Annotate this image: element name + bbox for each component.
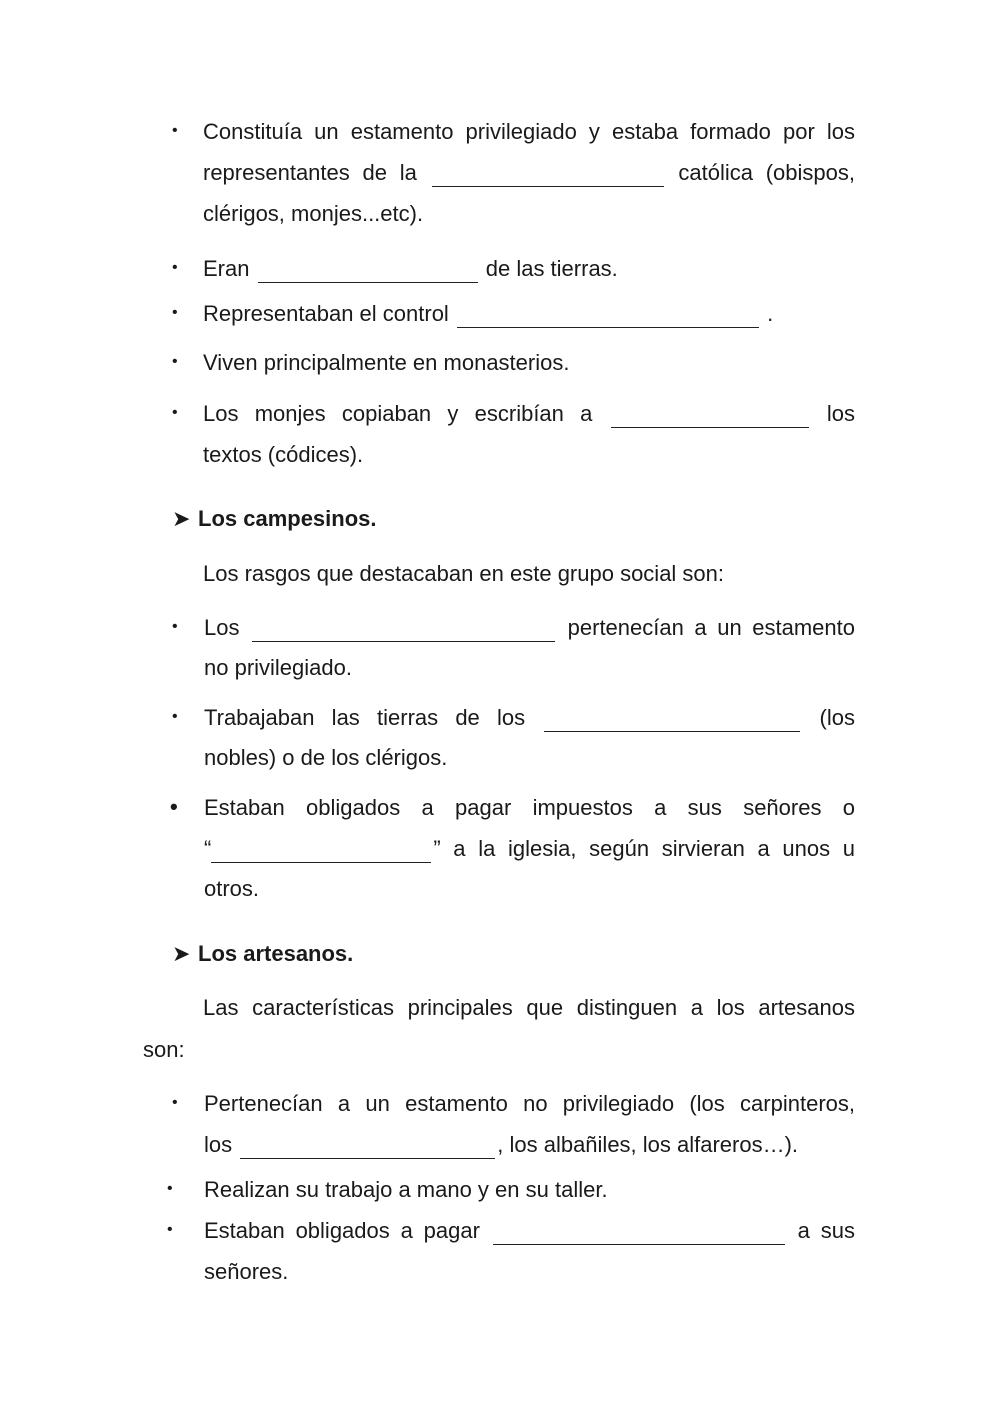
list-item xyxy=(204,698,855,778)
text-line xyxy=(204,1211,855,1251)
arrow-icon: ➤ xyxy=(172,506,191,531)
bullet-icon: • xyxy=(172,304,178,321)
text-line xyxy=(204,698,855,738)
text-segment: ” a la iglesia, según sirvieran a unos u xyxy=(433,836,855,861)
text-line: no privilegiado. xyxy=(204,655,352,680)
bullet-icon: • xyxy=(172,122,178,139)
arrow-icon: ➤ xyxy=(172,941,191,966)
text-line xyxy=(204,608,855,648)
blank-input[interactable] xyxy=(611,405,809,428)
text-line: textos (códices). xyxy=(203,442,364,467)
text-segment: , los albañiles, los alfareros…). xyxy=(497,1132,799,1157)
heading-text: Los artesanos. xyxy=(198,941,354,966)
text-segment: Representaban el control xyxy=(203,301,449,326)
blank-input[interactable] xyxy=(240,1136,495,1159)
text-segment: . xyxy=(767,301,774,326)
text-segment: los xyxy=(826,401,855,426)
bullet-icon: • xyxy=(172,404,178,421)
list-item xyxy=(203,112,855,232)
text-segment: Los xyxy=(204,615,240,640)
list-item xyxy=(203,249,855,289)
list-item xyxy=(204,1084,855,1164)
text-segment: “ xyxy=(204,836,212,861)
text-segment: de las tierras. xyxy=(485,256,618,281)
bullet-icon: • xyxy=(172,708,178,725)
section-intro: son: xyxy=(143,1037,185,1062)
list-item: Realizan su trabajo a mano y en su taller. xyxy=(204,1177,608,1202)
list-item xyxy=(204,608,855,688)
list-item xyxy=(204,1211,855,1291)
text-line: Pertenecían a un estamento no privilegiado (los carpinteros, xyxy=(204,1091,855,1116)
text-line: señores. xyxy=(204,1259,289,1284)
bullet-icon: • xyxy=(167,1221,173,1238)
list-item: Viven principalmente en monasterios. xyxy=(203,350,570,375)
text-line xyxy=(203,153,855,193)
bullet-icon: • xyxy=(172,259,178,276)
bullet-icon: • xyxy=(167,1180,173,1197)
text-segment: Eran xyxy=(203,256,250,281)
bullet-icon: • xyxy=(172,618,178,635)
list-item xyxy=(203,294,855,334)
text-segment: Trabajaban las tierras de los xyxy=(204,705,526,730)
text-segment: Estaban obligados a pagar xyxy=(204,1218,480,1243)
blank-input[interactable] xyxy=(544,709,800,732)
text-line xyxy=(204,829,855,869)
section-heading xyxy=(172,934,572,974)
blank-input[interactable] xyxy=(258,260,478,283)
text-segment: representantes de la xyxy=(203,160,417,185)
blank-input[interactable] xyxy=(457,305,759,328)
text-line: clérigos, monjes...etc). xyxy=(203,201,424,226)
bullet-icon: • xyxy=(172,353,178,370)
heading-text: Los campesinos. xyxy=(198,506,377,531)
text-segment: católica (obispos, xyxy=(678,160,855,185)
text-line xyxy=(204,1125,855,1165)
list-item xyxy=(204,788,855,908)
blank-input[interactable] xyxy=(252,619,555,642)
blank-input[interactable] xyxy=(432,164,664,187)
bullet-icon: • xyxy=(170,794,178,819)
blank-input[interactable] xyxy=(211,840,431,863)
text-line: Estaban obligados a pagar impuestos a sus señores o xyxy=(204,795,855,820)
list-item xyxy=(203,394,855,474)
text-line xyxy=(203,394,855,434)
text-line: otros. xyxy=(204,876,260,901)
text-segment: pertenecían a un estamento xyxy=(567,615,855,640)
text-segment: (los xyxy=(819,705,855,730)
text-line: nobles) o de los clérigos. xyxy=(204,745,448,770)
text-segment: los xyxy=(204,1132,233,1157)
blank-input[interactable] xyxy=(493,1222,785,1245)
bullet-icon: • xyxy=(172,1094,178,1111)
section-heading xyxy=(172,499,572,539)
text-segment: Los monjes copiaban y escribían a xyxy=(203,401,593,426)
text-segment: a sus xyxy=(797,1218,855,1243)
section-intro: Las características principales que distinguen a los artesanos xyxy=(203,995,855,1020)
section-intro: Los rasgos que destacaban en este grupo social son: xyxy=(203,561,725,586)
text-line: Constituía un estamento privilegiado y estaba formado por los xyxy=(203,119,855,144)
